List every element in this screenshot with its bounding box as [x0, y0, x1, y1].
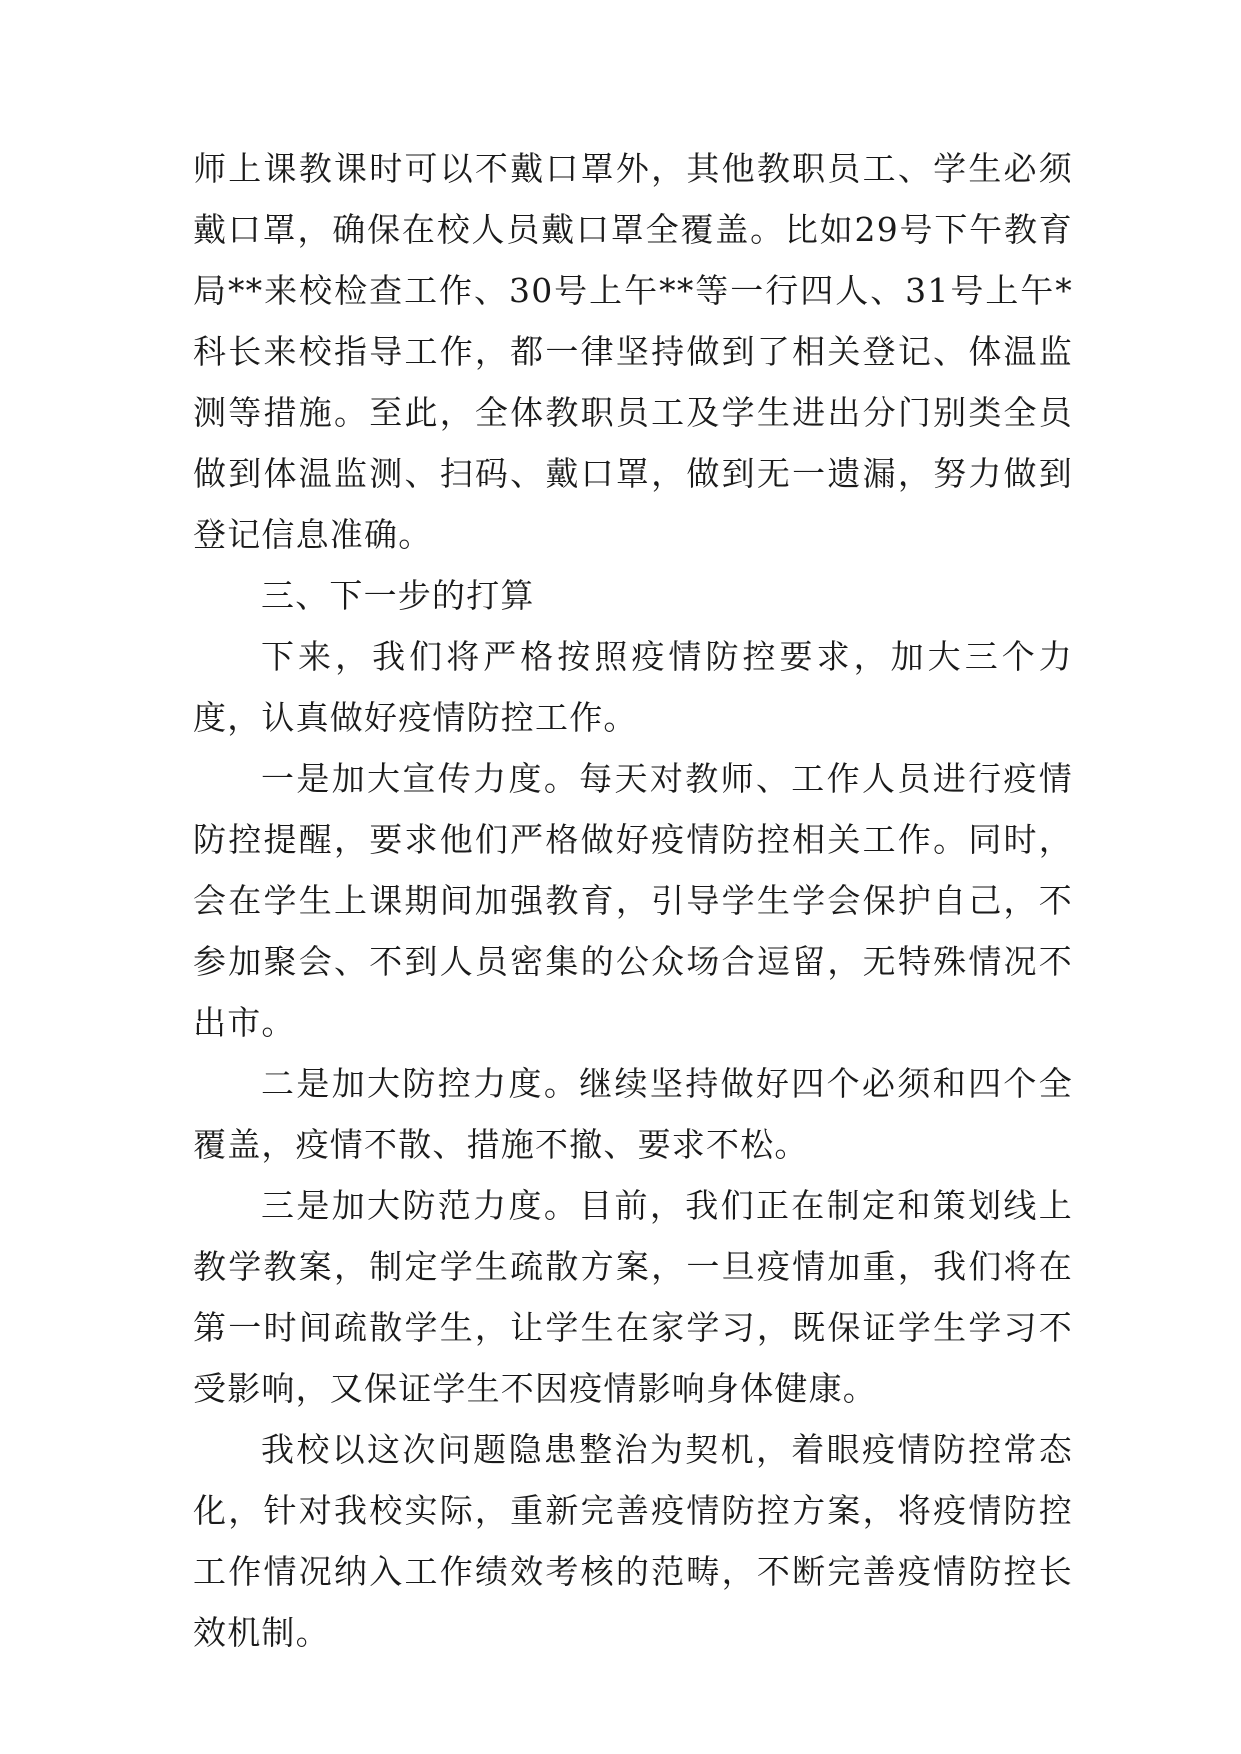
- paragraph-precaution: 三是加大防范力度。目前，我们正在制定和策划线上教学教案，制定学生疏散方案，一旦疫情加重，我们将在第一时间疏散学生，让学生在家学习，既保证学生学习不受影响，又保证学生不因疫情影响身体健康。: [193, 1186, 1073, 1408]
- paragraph-publicity: 一是加大宣传力度。每天对教师、工作人员进行疫情防控提醒，要求他们严格做好疫情防控相关工作。同时，会在学生上课期间加强教育，引导学生学会保护自己，不参加聚会、不到人员密集的公众场合逗留，无特殊情况不出市。: [193, 759, 1073, 1042]
- paragraph-conclusion: 我校以这次问题隐患整治为契机，着眼疫情防控常态化，针对我校实际，重新完善疫情防控方案，将疫情防控工作情况纳入工作绩效考核的范畴，不断完善疫情防控长效机制。: [193, 1430, 1073, 1652]
- section-heading: 三、下一步的打算: [261, 576, 535, 615]
- paragraph-continuation: 师上课教课时可以不戴口罩外，其他教职员工、学生必须戴口罩，确保在校人员戴口罩全覆盖。比如29号下午教育局**来校检查工作、30号上午**等一行四人、31号上午*科长来校指导工作，都一律坚持做到了相关登记、体温监测等措施。至此，全体教职员工及学生进出分门别类全员做到体温监测、扫码、戴口罩，做到无一遗漏，努力做到登记信息准确。: [193, 149, 1073, 554]
- paragraph-intro: 下来，我们将严格按照疫情防控要求，加大三个力度，认真做好疫情防控工作。: [193, 637, 1073, 737]
- document-body: [193, 138, 1073, 1663]
- paragraph-prevention-control: 二是加大防控力度。继续坚持做好四个必须和四个全覆盖，疫情不散、措施不撤、要求不松。: [193, 1064, 1073, 1164]
